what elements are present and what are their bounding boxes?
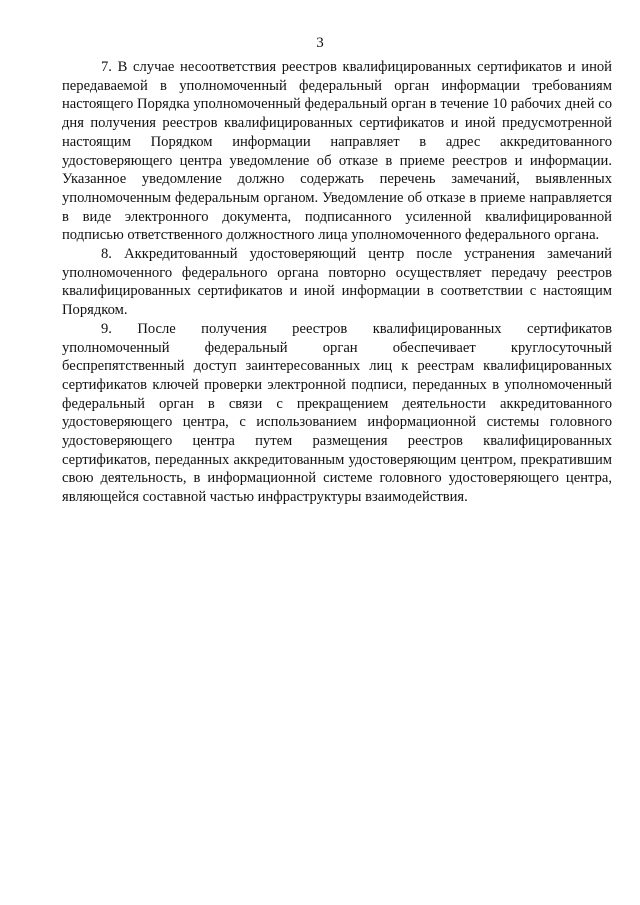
paragraph-7: 7. В случае несоответствия реестров квалифицированных сертификатов и иной передаваемой в уполномоченный федеральный орган информации требованиям настоящего Порядка уполномоченный федеральный орган в течение 10 рабочих дней со дня получения реестров квалифицированных сертификатов и иной предусмотренной настоящим Порядком информации направляет в адрес аккредитованного удостоверяющего центра уведомление об отказе в приеме реестров и информации. Указанное уведомление должно содержать перечень замечаний, выявленных уполномоченным федеральным органом. Уведомление об отказе в приеме направляется в виде электронного документа, подписанного усиленной квалифицированной подписью ответственного должностного лица уполномоченного федерального органа. — [62, 59, 612, 244]
paragraph-8: 8. Аккредитованный удостоверяющий центр после устранения замечаний уполномоченного федерального органа повторно осуществляет передачу реестров квалифицированных сертификатов и иной информации в соответствии с настоящим Порядком. — [62, 246, 612, 319]
page-number: 3 — [316, 35, 324, 51]
document-body — [62, 58, 612, 507]
paragraph-9: 9. После получения реестров квалифицированных сертификатов уполномоченный федеральный орган обеспечивает круглосуточный беспрепятственный доступ заинтересованных лиц к реестрам квалифицированных сертификатов ключей проверки электронной подписи, переданных в уполномоченный федеральный орган в связи с прекращением деятельности аккредитованного удостоверяющего центра, с использованием информационной системы головного удостоверяющего центра путем размещения реестров квалифицированных сертификатов, переданных аккредитованным удостоверяющим центром, прекратившим свою деятельность, в информационной системе головного удостоверяющего центра, являющейся составной частью инфраструктуры взаимодействия. — [62, 320, 612, 506]
